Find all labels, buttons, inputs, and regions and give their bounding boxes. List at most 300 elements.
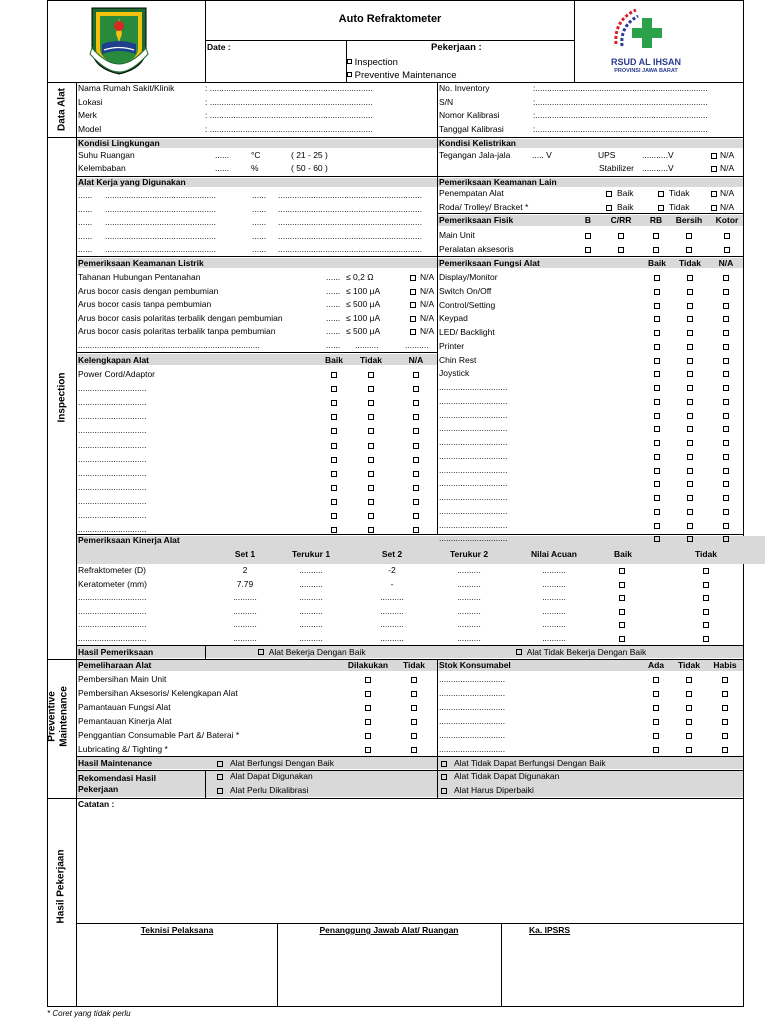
checkbox[interactable] [653, 691, 659, 697]
kinerja-set1: 7.79 [236, 578, 254, 589]
checkbox[interactable] [410, 329, 416, 335]
listrik-dots: ...... [326, 285, 341, 296]
rek-d-checkbox[interactable] [441, 788, 447, 794]
checkbox[interactable] [653, 233, 659, 239]
rek-a-label: Alat Dapat Digunakan [230, 771, 313, 781]
checkbox[interactable] [331, 414, 337, 420]
checkbox[interactable] [723, 523, 729, 529]
checkbox[interactable] [686, 677, 692, 683]
kelengkapan-row-label: ............................. [78, 467, 147, 478]
checkbox[interactable] [411, 747, 417, 753]
checkbox[interactable] [654, 509, 660, 515]
kinerja-set1: .......... [233, 592, 257, 602]
konsumabel-title: Stok Konsumabel [439, 660, 511, 670]
sign-penanggung-jawab: Penanggung Jawab Alat/ Ruangan [319, 925, 459, 935]
hospital-cross-logo [612, 6, 682, 52]
checkbox[interactable] [723, 316, 729, 322]
checkbox[interactable] [368, 527, 374, 533]
checkbox[interactable] [410, 316, 416, 322]
listrik-dots: .......... [405, 340, 429, 350]
checkbox[interactable] [703, 636, 709, 642]
pemeliharaan-row-label: Pembersihan Main Unit [78, 674, 167, 684]
checkbox[interactable] [686, 747, 692, 753]
checkbox[interactable] [687, 289, 693, 295]
checkbox[interactable] [687, 509, 693, 515]
checkbox[interactable] [687, 523, 693, 529]
stab-na-checkbox[interactable] [711, 166, 717, 172]
checkbox[interactable] [410, 275, 416, 281]
kelistrikan-title: Kondisi Kelistrikan [439, 138, 516, 148]
checkbox[interactable] [724, 247, 730, 253]
checkbox[interactable] [687, 426, 693, 432]
checkbox[interactable] [619, 595, 625, 601]
kinerja-row-name: ............................. [78, 619, 147, 629]
checkbox[interactable] [722, 719, 728, 725]
kelengkapan-row-label: ............................. [78, 397, 147, 408]
listrik-limit: ≤ 500 μA [346, 299, 381, 310]
alat-kerja-dots: ............................................................. [278, 190, 423, 200]
alat-kerja-dots: ...... [78, 244, 93, 254]
checkbox[interactable] [703, 595, 709, 601]
checkbox[interactable] [331, 513, 337, 519]
checkbox[interactable] [654, 413, 660, 419]
alat-kerja-title: Alat Kerja yang Digunakan [78, 177, 186, 187]
checkbox[interactable] [658, 191, 664, 197]
checkbox[interactable] [653, 719, 659, 725]
checkbox[interactable] [368, 372, 374, 378]
kinerja-set2: - [390, 578, 394, 589]
kinerja-col-header: Baik [614, 549, 632, 559]
checkbox[interactable] [411, 677, 417, 683]
rekomendasi-title: Rekomendasi Hasil [78, 773, 156, 783]
checkbox[interactable] [686, 247, 692, 253]
na-label: N/A [720, 202, 735, 212]
checkbox[interactable] [723, 399, 729, 405]
hasil-pemeriksaan-title: Hasil Pemeriksaan [78, 647, 154, 657]
checkbox[interactable] [654, 399, 660, 405]
na-label: N/A [720, 188, 735, 198]
kinerja-nilai-acuan: .......... [542, 578, 566, 589]
checkbox[interactable] [413, 386, 419, 392]
checkbox[interactable] [365, 705, 371, 711]
pemeliharaan-row-label: Penggantian Consumable Part &/ Baterai * [78, 730, 240, 740]
checkbox[interactable] [619, 568, 625, 574]
checkbox[interactable] [723, 303, 729, 309]
checkbox[interactable] [687, 344, 693, 350]
checkbox[interactable] [723, 536, 729, 542]
checkbox[interactable] [331, 372, 337, 378]
checkbox[interactable] [722, 733, 728, 739]
checkbox[interactable] [653, 747, 659, 753]
checkbox[interactable] [653, 677, 659, 683]
checkbox[interactable] [619, 609, 625, 615]
checkbox[interactable] [653, 733, 659, 739]
checkbox[interactable] [331, 386, 337, 392]
checkbox[interactable] [368, 457, 374, 463]
listrik-label: Tahanan Hubungan Pentanahan [78, 272, 201, 282]
keamanan-lain-label: Roda/ Trolley/ Bracket * [439, 202, 529, 212]
checkbox[interactable] [703, 582, 709, 588]
opt-preventive[interactable]: Preventive Maintenance [347, 70, 457, 81]
checkbox[interactable] [619, 636, 625, 642]
fungsi-row-label: ............................. [439, 505, 508, 516]
checkbox[interactable] [413, 457, 419, 463]
pemeliharaan-row-label: Lubricating &/ Tighting * [78, 744, 168, 754]
hasil-maintenance-title: Hasil Maintenance [78, 758, 153, 768]
checkbox[interactable] [413, 485, 419, 491]
checkbox[interactable] [618, 233, 624, 239]
kinerja-title: Pemeriksaan Kinerja Alat [78, 535, 180, 545]
konsumabel-row-label: ............................ [439, 730, 506, 740]
section-data-alat: Data Alat [56, 88, 68, 131]
checkbox[interactable] [686, 719, 692, 725]
hm-ok-checkbox[interactable] [217, 761, 223, 767]
rek-c-checkbox[interactable] [441, 774, 447, 780]
checkbox[interactable] [658, 205, 664, 211]
checkbox[interactable] [585, 233, 591, 239]
checkbox[interactable] [723, 344, 729, 350]
checkbox[interactable] [723, 385, 729, 391]
rekomendasi-title: Pekerjaan [78, 784, 119, 794]
catatan-label: Catatan : [78, 799, 115, 809]
checkbox[interactable] [368, 471, 374, 477]
alat-kerja-dots: ............................................... [105, 190, 216, 200]
checkbox[interactable] [606, 205, 612, 211]
lingkungan-unit: % [251, 163, 259, 173]
checkbox[interactable] [331, 400, 337, 406]
lingkungan-dots: ...... [215, 163, 230, 173]
checkbox[interactable] [411, 705, 417, 711]
checkbox[interactable] [722, 705, 728, 711]
kinerja-nilai-acuan: .......... [542, 632, 566, 643]
checkbox[interactable] [411, 733, 417, 739]
konsumabel-row-label: ............................ [439, 716, 506, 726]
checkbox[interactable] [687, 385, 693, 391]
checkbox[interactable] [687, 481, 693, 487]
stabilizer-label: Stabilizer [599, 163, 634, 173]
ups-label: UPS [598, 150, 616, 160]
checkbox[interactable] [654, 468, 660, 474]
konsumabel-col-header: Ada [647, 660, 665, 670]
kinerja-col-header: Set 2 [381, 549, 403, 559]
checkbox[interactable] [410, 302, 416, 308]
checkbox[interactable] [687, 330, 693, 336]
checkbox[interactable] [654, 316, 660, 322]
kinerja-col-header: Tidak [694, 549, 718, 559]
fisik-row-label: Peralatan aksesoris [439, 244, 514, 254]
checkbox[interactable] [687, 399, 693, 405]
data-alat-label: Model [78, 123, 102, 134]
keamanan-lain-title: Pemeriksaan Keamanan Lain [439, 177, 557, 187]
lingkungan-dots: ...... [215, 150, 230, 160]
fungsi-col-header: N/A [718, 258, 734, 268]
checkbox[interactable] [687, 303, 693, 309]
data-alat-label: Tanggal Kalibrasi [439, 123, 504, 134]
checkbox[interactable] [687, 454, 693, 460]
checkbox[interactable] [687, 440, 693, 446]
checkbox[interactable] [368, 428, 374, 434]
section-inspection: Inspection [56, 372, 68, 423]
checkbox[interactable] [368, 513, 374, 519]
kinerja-nilai-acuan: .......... [542, 619, 566, 629]
checkbox[interactable] [619, 582, 625, 588]
kinerja-terukur1: .......... [299, 578, 323, 589]
data-alat-value: : ..................................................................... [205, 123, 373, 134]
na-label: N/A [420, 299, 435, 310]
hm-ok-label: Alat Berfungsi Dengan Baik [230, 758, 334, 768]
checkbox[interactable] [413, 499, 419, 505]
checkbox[interactable] [368, 485, 374, 491]
fungsi-row-label: Control/Setting [439, 299, 496, 310]
hasil-ok-option[interactable]: Alat Bekerja Dengan Baik [258, 647, 366, 658]
checkbox[interactable] [687, 371, 693, 377]
checkbox[interactable] [365, 691, 371, 697]
listrik-limit: ≤ 0,2 Ω [346, 272, 374, 282]
section-hasil-pekerjaan: Hasil Pekerjaan [55, 849, 67, 924]
checkbox[interactable] [686, 705, 692, 711]
checkbox[interactable] [723, 440, 729, 446]
checkbox[interactable] [654, 481, 660, 487]
kinerja-terukur2: .......... [457, 578, 481, 589]
checkbox[interactable] [368, 499, 374, 505]
checkbox[interactable] [410, 289, 416, 295]
checkbox[interactable] [687, 316, 693, 322]
checkbox[interactable] [331, 428, 337, 434]
kinerja-set1: 2 [242, 565, 248, 575]
fungsi-row-label: LED/ Backlight [439, 327, 495, 337]
checkbox[interactable] [413, 372, 419, 378]
kelengkapan-col-header: Baik [325, 355, 343, 365]
checkbox[interactable] [365, 733, 371, 739]
konsumabel-row-label: ............................ [439, 702, 506, 712]
checkbox[interactable] [686, 233, 692, 239]
checkbox[interactable] [413, 443, 419, 449]
alat-kerja-dots: ............................................................. [278, 217, 423, 227]
checkbox[interactable] [686, 691, 692, 697]
kinerja-col-header: Set 1 [234, 549, 256, 559]
kinerja-set1: .......... [233, 619, 257, 629]
kinerja-terukur1: .......... [299, 632, 323, 643]
checkbox[interactable] [654, 536, 660, 542]
checkbox[interactable] [331, 457, 337, 463]
listrik-label: Arus bocor casis polaritas terbalik dengan pembumian [78, 312, 283, 323]
checkbox[interactable] [654, 330, 660, 336]
checkbox[interactable] [619, 622, 625, 628]
checkbox[interactable] [723, 509, 729, 515]
checkbox[interactable] [722, 691, 728, 697]
checkbox[interactable] [368, 400, 374, 406]
form-title: Auto Refraktometer [338, 13, 442, 25]
listrik-dots: ...... [326, 299, 341, 310]
checkbox[interactable] [606, 191, 612, 197]
na-label: N/A [420, 272, 435, 282]
data-alat-label: Lokasi [78, 96, 103, 107]
kinerja-terukur1: .......... [299, 619, 323, 629]
checkbox[interactable] [687, 495, 693, 501]
checkbox[interactable] [331, 499, 337, 505]
data-alat-label: Nomor Kalibrasi [439, 110, 500, 120]
fungsi-row-label: ............................. [439, 492, 508, 502]
baik-label: Baik [617, 202, 634, 212]
checkbox[interactable] [654, 344, 660, 350]
checkbox[interactable] [687, 468, 693, 474]
checkbox[interactable] [686, 733, 692, 739]
checkbox[interactable] [618, 247, 624, 253]
fungsi-row-label: ............................. [439, 533, 508, 544]
listrik-title: Pemeriksaan Keamanan Listrik [78, 258, 204, 268]
fungsi-row-label: Switch On/Off [439, 285, 492, 296]
checkbox[interactable] [413, 400, 419, 406]
checkbox[interactable] [687, 358, 693, 364]
checkbox[interactable] [654, 440, 660, 446]
ups-na-checkbox[interactable] [711, 153, 717, 159]
kinerja-col-header: Nilai Acuan [531, 549, 577, 559]
na-label: N/A [720, 150, 735, 160]
checkbox[interactable] [654, 275, 660, 281]
fungsi-row-label: ............................. [439, 382, 508, 392]
checkbox[interactable] [413, 527, 419, 533]
hm-nok-checkbox[interactable] [441, 761, 447, 767]
fungsi-row-label: ............................. [439, 478, 508, 489]
checkbox[interactable] [365, 747, 371, 753]
checkbox[interactable] [703, 568, 709, 574]
checkbox[interactable] [722, 677, 728, 683]
alat-kerja-dots: ...... [78, 217, 93, 227]
checkbox[interactable] [723, 468, 729, 474]
checkbox[interactable] [723, 289, 729, 295]
checkbox[interactable] [365, 719, 371, 725]
checkbox[interactable] [723, 454, 729, 460]
data-alat-label: S/N [439, 96, 454, 107]
checkbox[interactable] [331, 443, 337, 449]
na-label: N/A [420, 285, 435, 296]
fungsi-row-label: ............................. [439, 395, 508, 406]
checkbox[interactable] [654, 371, 660, 377]
checkbox[interactable] [723, 495, 729, 501]
checkbox[interactable] [368, 414, 374, 420]
checkbox[interactable] [654, 358, 660, 364]
checkbox[interactable] [687, 275, 693, 281]
hospital-sub: PROVINSI JAWA BARAT [614, 68, 678, 74]
province-seal-logo [86, 4, 152, 76]
checkbox[interactable] [365, 677, 371, 683]
alat-kerja-dots: ............................................................. [278, 244, 423, 254]
kinerja-set2: .......... [380, 632, 404, 643]
konsumabel-row-label: ............................ [439, 744, 506, 754]
checkbox[interactable] [723, 358, 729, 364]
alat-kerja-dots: ............................................... [105, 203, 216, 214]
checkbox[interactable] [331, 485, 337, 491]
listrik-dots: ...... [326, 272, 341, 282]
section-preventive: Preventive [46, 691, 58, 742]
checkbox[interactable] [703, 622, 709, 628]
checkbox[interactable] [723, 413, 729, 419]
konsumabel-col-header: Habis [713, 660, 737, 670]
checkbox[interactable] [653, 247, 659, 253]
checkbox[interactable] [654, 495, 660, 501]
checkbox[interactable] [413, 428, 419, 434]
section-maintenance: Maintenance [58, 686, 70, 747]
konsumabel-row-label: ............................ [439, 688, 506, 698]
checkbox[interactable] [654, 303, 660, 309]
checkbox[interactable] [331, 527, 337, 533]
checkbox[interactable] [654, 454, 660, 460]
kelengkapan-row-label: Power Cord/Adaptor [78, 369, 156, 379]
checkbox[interactable] [331, 471, 337, 477]
checkbox[interactable] [585, 247, 591, 253]
checkbox[interactable] [723, 275, 729, 281]
keamanan-lain-label: Penempatan Alat [439, 188, 504, 198]
kinerja-set2: .......... [380, 605, 404, 616]
kelengkapan-row-label: ............................. [78, 481, 147, 492]
checkbox[interactable] [687, 536, 693, 542]
checkbox[interactable] [654, 426, 660, 432]
alat-kerja-dots: ...... [78, 190, 93, 200]
checkbox[interactable] [413, 471, 419, 477]
hm-nok-label: Alat Tidak Dapat Berfungsi Dengan Baik [454, 758, 606, 768]
checkbox[interactable] [703, 609, 709, 615]
fungsi-row-label: Display/Monitor [439, 272, 498, 282]
checkbox[interactable] [368, 443, 374, 449]
checkbox[interactable] [711, 205, 717, 211]
fungsi-col-header: Tidak [678, 258, 702, 268]
checkbox[interactable] [413, 513, 419, 519]
checkbox[interactable] [413, 414, 419, 420]
checkbox[interactable] [368, 386, 374, 392]
pekerjaan-label: Pekerjaan : [431, 42, 482, 53]
checkbox[interactable] [654, 289, 660, 295]
fisik-col-header: Bersih [675, 215, 703, 225]
listrik-dots: ............................................................................. [78, 340, 260, 350]
checkbox[interactable] [654, 385, 660, 391]
kinerja-row-name: ............................. [78, 632, 147, 643]
fungsi-row-label: ............................. [439, 437, 508, 447]
checkbox[interactable] [411, 719, 417, 725]
checkbox[interactable] [653, 705, 659, 711]
kinerja-row-name: ............................. [78, 592, 147, 602]
checkbox[interactable] [722, 747, 728, 753]
checkbox[interactable] [711, 191, 717, 197]
checkbox[interactable] [723, 371, 729, 377]
checkbox[interactable] [724, 233, 730, 239]
checkbox[interactable] [723, 481, 729, 487]
checkbox[interactable] [723, 330, 729, 336]
kinerja-terukur2: .......... [457, 605, 481, 616]
kinerja-row-name: Refraktometer (D) [78, 565, 147, 575]
opt-inspection[interactable]: Inspection [347, 57, 398, 68]
fisik-col-header: C/RR [610, 215, 632, 225]
rek-b-checkbox[interactable] [217, 788, 223, 794]
kinerja-col-header: Terukur 2 [449, 549, 489, 559]
checkbox[interactable] [654, 523, 660, 529]
date-label: Date : [207, 42, 231, 52]
pemeliharaan-col-header: Dilakukan [347, 660, 389, 670]
fungsi-row-label: Joystick [439, 368, 470, 379]
kinerja-row-name: Keratometer (mm) [78, 578, 147, 589]
na-label: N/A [720, 163, 735, 173]
checkbox[interactable] [687, 413, 693, 419]
rek-a-checkbox[interactable] [217, 774, 223, 780]
checkbox[interactable] [411, 691, 417, 697]
data-alat-label: Nama Rumah Sakit/Klinik [78, 83, 175, 93]
alat-kerja-dots: ...... [252, 190, 267, 200]
kinerja-set1: .......... [233, 605, 257, 616]
hasil-nok-option[interactable]: Alat Tidak Bekerja Dengan Baik [516, 647, 646, 658]
checkbox[interactable] [723, 426, 729, 432]
alat-kerja-dots: ............................................................. [278, 230, 423, 241]
tidak-label: Tidak [669, 188, 690, 198]
kelengkapan-row-label: ............................. [78, 383, 147, 394]
